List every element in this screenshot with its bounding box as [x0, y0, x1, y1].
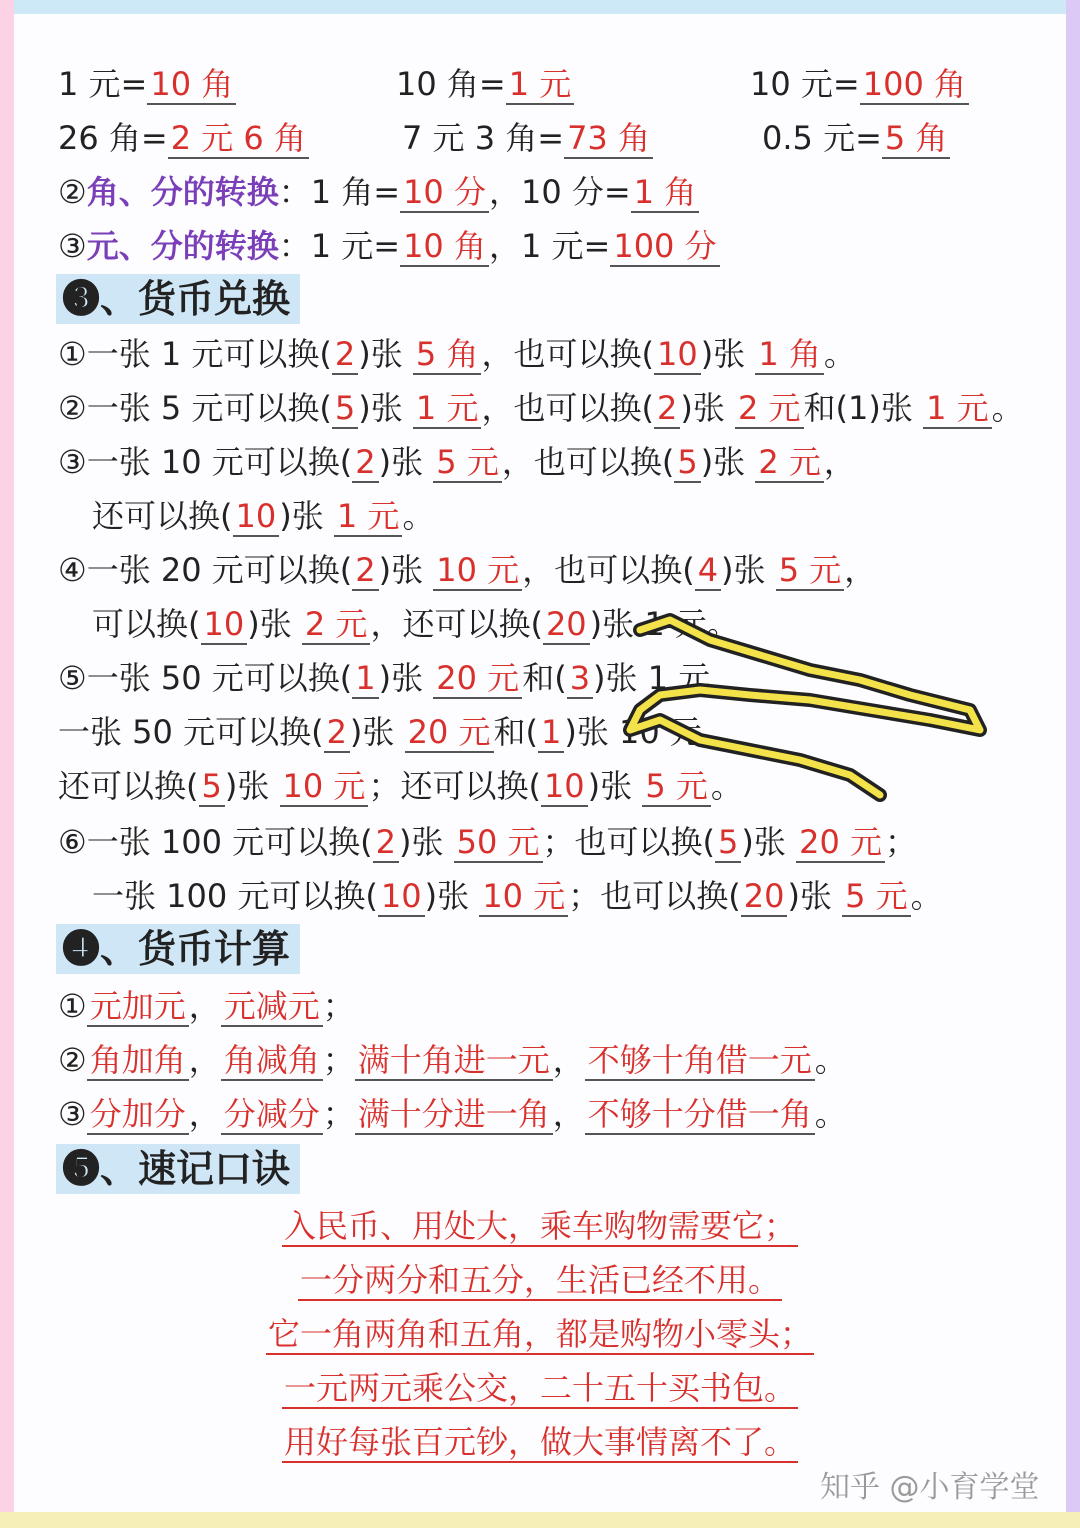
- answer-blank: 10 角: [147, 65, 236, 105]
- section-heading-calculation: ❹、货币计算: [56, 924, 300, 974]
- answer-blank: 5 角: [882, 119, 951, 159]
- conversion-item: [58, 64, 236, 104]
- answer-blank: 100 分: [610, 227, 719, 267]
- prompt-text: 10 角=: [396, 65, 506, 103]
- rule-title: 元、分的转换: [86, 227, 279, 265]
- answer-blank: 1 角: [631, 173, 700, 213]
- exchange-item-cont: 可以换(10)张 2 元，还可以换(20)张 1 元。: [92, 605, 739, 643]
- prompt-text: 10 元=: [750, 65, 860, 103]
- bottom-border: [0, 1512, 1080, 1528]
- prompt-text: 26 角=: [58, 119, 168, 157]
- exchange-item-cont: 一张 100 元可以换(10)张 10 元；也可以换(20)张 5 元。: [92, 877, 943, 915]
- conversion-item: [58, 118, 309, 158]
- calc-rule: ①元加元，元减元；: [58, 987, 355, 1025]
- exchange-item-cont: 还可以换(10)张 1 元。: [92, 497, 435, 535]
- conversion-rule-jiao-fen: ②角、分的转换：1 角=10 分，10 分=1 角: [58, 172, 699, 212]
- watermark: 知乎 @小育学堂: [820, 1470, 1040, 1505]
- conversion-item: [402, 118, 653, 158]
- rule-title: 角、分的转换: [86, 173, 279, 211]
- scribble-overlay: [600, 600, 990, 810]
- calc-rule: ③分加分，分减分；满十分进一角，不够十分借一角。: [58, 1095, 847, 1133]
- answer-blank: 10 角: [400, 227, 489, 267]
- section-heading-exchange: ❸、货币兑换: [56, 274, 300, 324]
- calc-rule: ②角加角，角减角；满十角进一元，不够十角借一元。: [58, 1041, 847, 1079]
- exchange-item-cont: 还可以换(5)张 10 元；还可以换(10)张 5 元。: [58, 767, 743, 805]
- exchange-item-cont: 一张 50 元可以换(2)张 20 元和(1)张 10 元: [58, 713, 702, 751]
- mnemonic-line: 它一角两角和五角，都是购物小零头；: [267, 1315, 812, 1353]
- answer-blank: 100 角: [860, 65, 969, 105]
- mnemonic-line: 一分两分和五分，生活已经不用。: [299, 1261, 780, 1299]
- answer-blank: 10 分: [400, 173, 489, 213]
- answer-blank: 1 元: [506, 65, 575, 105]
- answer-blank: 73 角: [564, 119, 653, 159]
- mnemonic-line: 一元两元乘公交，二十五十买书包。: [283, 1369, 796, 1407]
- exchange-item: ③一张 10 元可以换(2)张 5 元，也可以换(5)张 2 元，: [58, 443, 856, 481]
- mnemonic-line: 入民币、用处大，乘车购物需要它；: [283, 1207, 796, 1245]
- prompt-text: 1 元=: [58, 65, 148, 103]
- exchange-item: ④一张 20 元可以换(2)张 10 元，也可以换(4)张 5 元，: [58, 551, 877, 589]
- conversion-rule-yuan-fen: ③元、分的转换：1 元=10 角，1 元=100 分: [58, 226, 720, 266]
- section-heading-mnemonic: ❺、速记口诀: [56, 1144, 300, 1194]
- prompt-text: 7 元 3 角=: [402, 119, 565, 157]
- exchange-item: ⑥一张 100 元可以换(2)张 50 元；也可以换(5)张 20 元；: [58, 823, 917, 861]
- exchange-item: ②一张 5 元可以换(5)张 1 元，也可以换(2)张 2 元和(1)张 1 元。: [58, 389, 1024, 427]
- conversion-item: [762, 118, 950, 158]
- answer-blank: 2 元 6 角: [168, 119, 309, 159]
- prompt-text: 0.5 元=: [762, 119, 882, 157]
- exchange-item: ①一张 1 元可以换(2)张 5 角，也可以换(10)张 1 角。: [58, 335, 856, 373]
- top-border: [0, 0, 1080, 14]
- conversion-item: [750, 64, 969, 104]
- mnemonic-line: 用好每张百元钞，做大事情离不了。: [283, 1423, 796, 1461]
- exchange-item: ⑤一张 50 元可以换(1)张 20 元和(3)张 1 元: [58, 659, 711, 697]
- conversion-item: [396, 64, 574, 104]
